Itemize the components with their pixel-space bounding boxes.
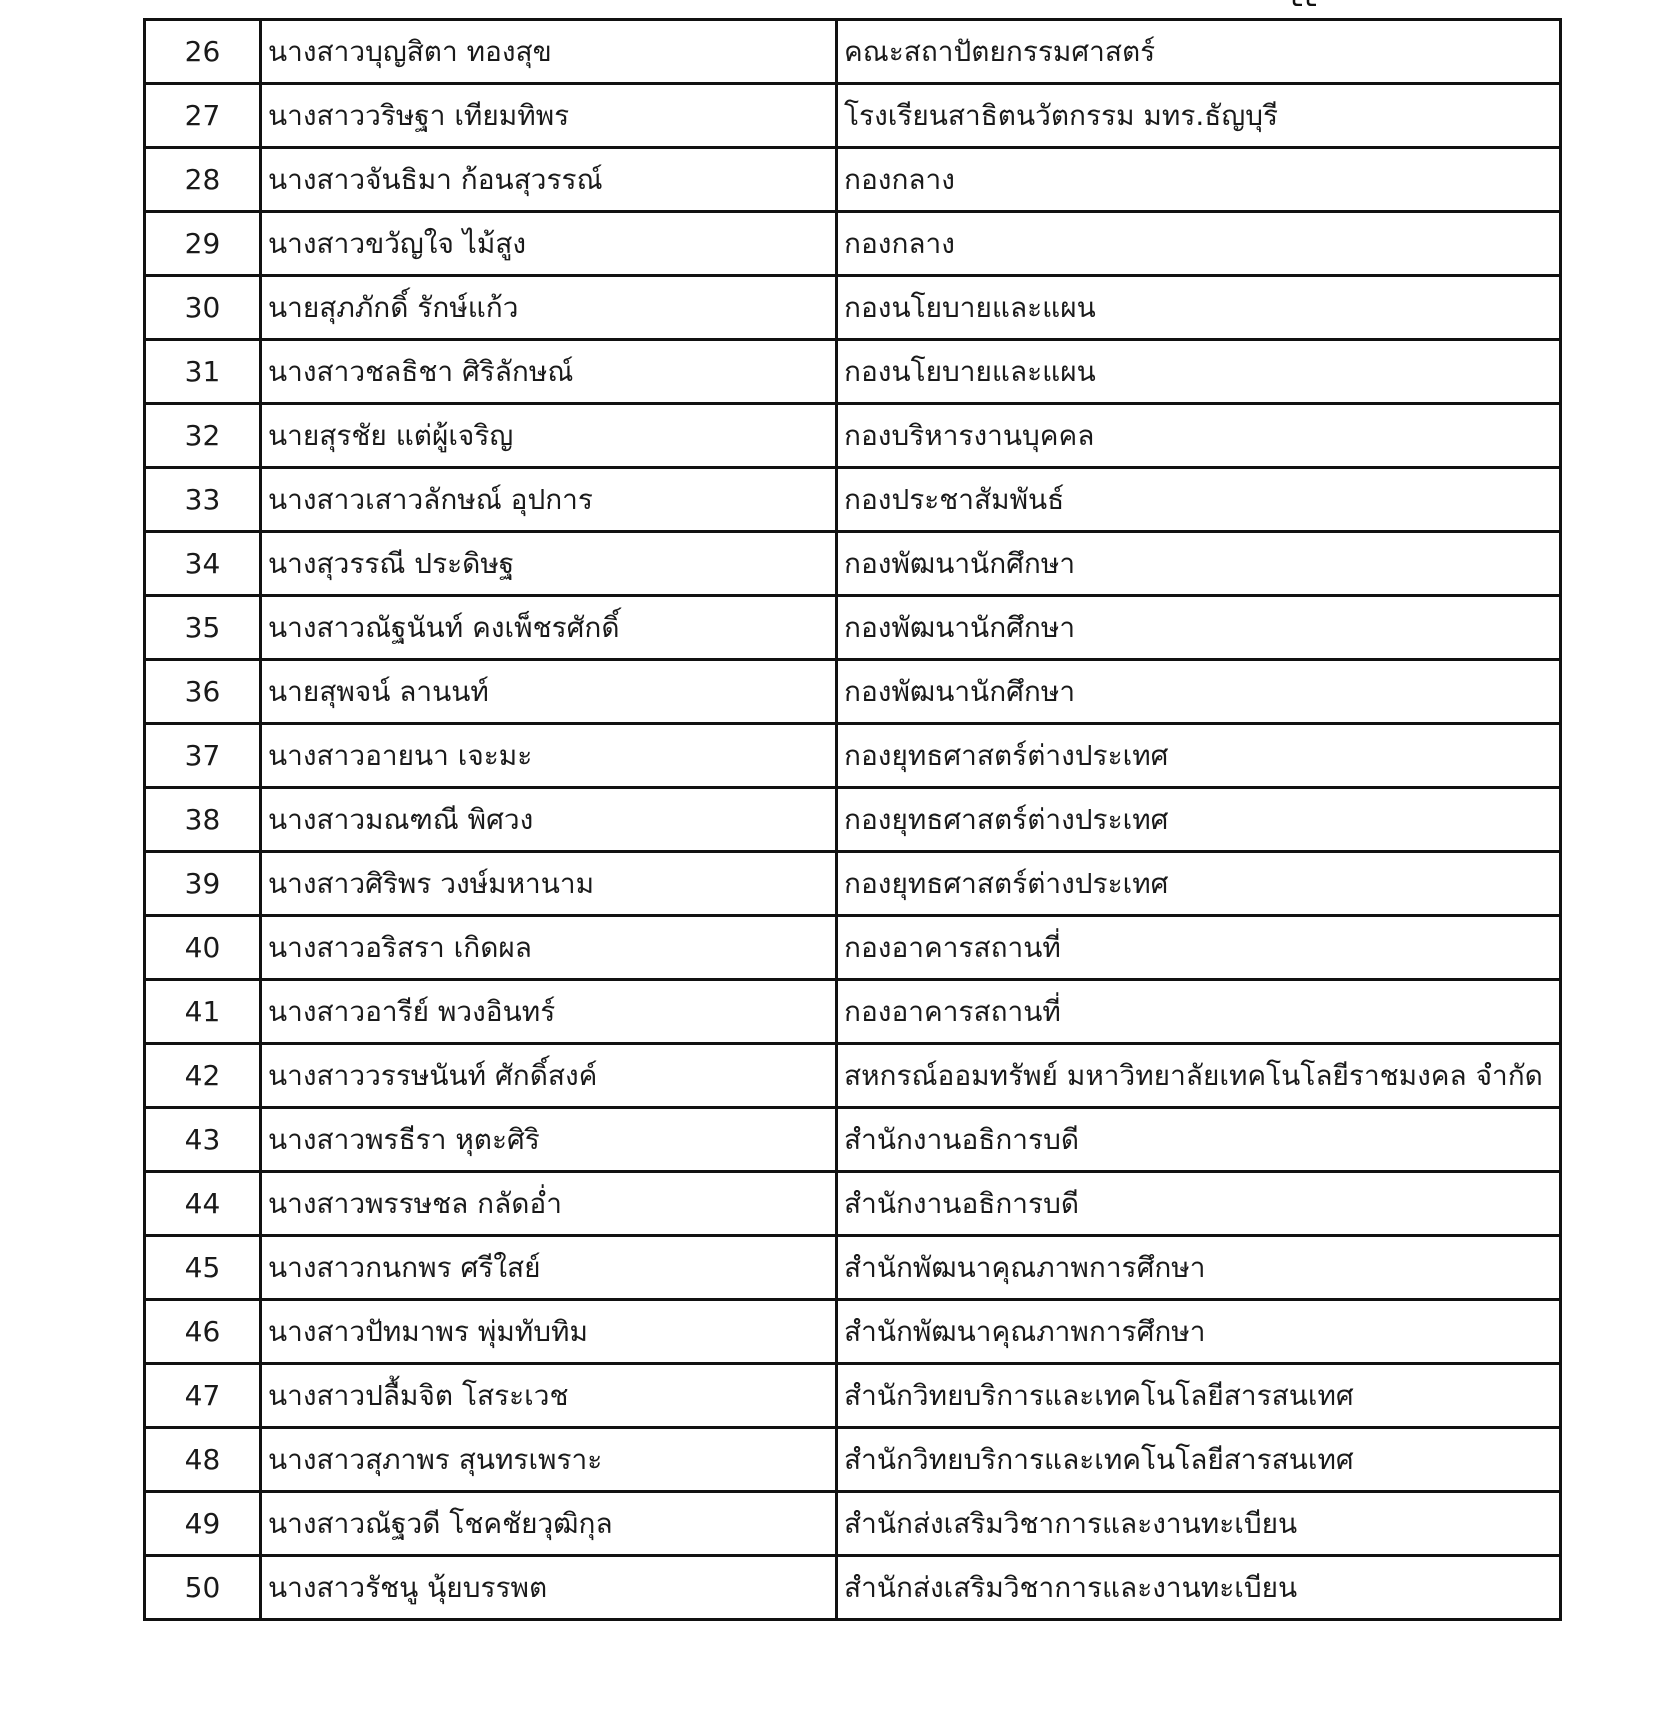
row-number: 44 — [145, 1172, 261, 1236]
department-name: โรงเรียนสาธิตนวัตกรรม มทร.ธัญบุรี — [837, 84, 1561, 148]
table-row — [145, 788, 1561, 852]
table-row — [145, 340, 1561, 404]
department-name: สำนักงานอธิการบดี — [837, 1172, 1561, 1236]
department-name: กองกลาง — [837, 212, 1561, 276]
table-row — [145, 1108, 1561, 1172]
department-name: สำนักส่งเสริมวิชาการและงานทะเบียน — [837, 1492, 1561, 1556]
department-name: กองพัฒนานักศึกษา — [837, 660, 1561, 724]
table-row — [145, 468, 1561, 532]
department-name: กองอาคารสถานที่ — [837, 980, 1561, 1044]
roster-table — [143, 18, 1562, 1621]
table-row — [145, 20, 1561, 84]
table-row — [145, 1556, 1561, 1620]
row-number: 26 — [145, 20, 261, 84]
department-name: กองนโยบายและแผน — [837, 276, 1561, 340]
department-name: กองนโยบายและแผน — [837, 340, 1561, 404]
person-name: นางสาวอริสรา เกิดผล — [261, 916, 837, 980]
department-name: สหกรณ์ออมทรัพย์ มหาวิทยาลัยเทคโนโลยีราชมงคล จำกัด — [837, 1044, 1561, 1108]
department-name: กองบริหารงานบุคคล — [837, 404, 1561, 468]
person-name: นางสาววริษฐา เทียมทิพร — [261, 84, 837, 148]
row-number: 39 — [145, 852, 261, 916]
table-row — [145, 1044, 1561, 1108]
row-number: 33 — [145, 468, 261, 532]
table-row — [145, 916, 1561, 980]
row-number: 31 — [145, 340, 261, 404]
department-name: กองประชาสัมพันธ์ — [837, 468, 1561, 532]
table-row — [145, 276, 1561, 340]
row-number: 36 — [145, 660, 261, 724]
table-row — [145, 980, 1561, 1044]
person-name: นางสาวขวัญใจ ไม้สูง — [261, 212, 837, 276]
table-row — [145, 1364, 1561, 1428]
person-name: นางสาวพรรษชล กลัดอ่ำ — [261, 1172, 837, 1236]
row-number: 37 — [145, 724, 261, 788]
row-number: 27 — [145, 84, 261, 148]
table-row — [145, 724, 1561, 788]
person-name: นางสาวบุญสิตา ทองสุข — [261, 20, 837, 84]
department-name: กองยุทธศาสตร์ต่างประเทศ — [837, 852, 1561, 916]
row-number: 35 — [145, 596, 261, 660]
table-row — [145, 1236, 1561, 1300]
department-name: สำนักงานอธิการบดี — [837, 1108, 1561, 1172]
row-number: 50 — [145, 1556, 261, 1620]
row-number: 38 — [145, 788, 261, 852]
person-name: นางสาวปัทมาพร พุ่มทับทิม — [261, 1300, 837, 1364]
row-number: 45 — [145, 1236, 261, 1300]
department-name: สำนักพัฒนาคุณภาพการศึกษา — [837, 1300, 1561, 1364]
roster-body — [145, 20, 1561, 1620]
table-row — [145, 1172, 1561, 1236]
person-name: นางสาวชลธิชา ศิริลักษณ์ — [261, 340, 837, 404]
department-name: กองพัฒนานักศึกษา — [837, 532, 1561, 596]
person-name: นางสาววรรษนันท์ ศักดิ์สงค์ — [261, 1044, 837, 1108]
table-row — [145, 404, 1561, 468]
table-row — [145, 532, 1561, 596]
department-name: สำนักวิทยบริการและเทคโนโลยีสารสนเทศ — [837, 1428, 1561, 1492]
department-name: สำนักพัฒนาคุณภาพการศึกษา — [837, 1236, 1561, 1300]
row-number: 42 — [145, 1044, 261, 1108]
table-row — [145, 596, 1561, 660]
row-number: 30 — [145, 276, 261, 340]
table-row — [145, 148, 1561, 212]
row-number: 40 — [145, 916, 261, 980]
row-number: 47 — [145, 1364, 261, 1428]
row-number: 41 — [145, 980, 261, 1044]
person-name: นางสาวพรธีรา หุตะศิริ — [261, 1108, 837, 1172]
department-name: กองกลาง — [837, 148, 1561, 212]
department-name: คณะสถาปัตยกรรมศาสตร์ — [837, 20, 1561, 84]
person-name: นางสาวอายนา เจะมะ — [261, 724, 837, 788]
table-row — [145, 1300, 1561, 1364]
row-number: 46 — [145, 1300, 261, 1364]
person-name: นางสาวรัชนู นุ้ยบรรพต — [261, 1556, 837, 1620]
department-name: กองอาคารสถานที่ — [837, 916, 1561, 980]
person-name: นางสาวเสาวลักษณ์ อุปการ — [261, 468, 837, 532]
table-row — [145, 84, 1561, 148]
person-name: นายสุรชัย แต่ผู้เจริญ — [261, 404, 837, 468]
person-name: นางสาวศิริพร วงษ์มหานาม — [261, 852, 837, 916]
person-name: นางสาวปลื้มจิต โสระเวช — [261, 1364, 837, 1428]
person-name: นางสาวสุภาพร สุนทรเพราะ — [261, 1428, 837, 1492]
table-row — [145, 852, 1561, 916]
person-name: นางสาวกนกพร ศรีใสย์ — [261, 1236, 837, 1300]
table-row — [145, 212, 1561, 276]
table-row — [145, 660, 1561, 724]
person-name: นางสาวณัฐวดี โชคชัยวุฒิกุล — [261, 1492, 837, 1556]
person-name: นางสาวมณฑณี พิศวง — [261, 788, 837, 852]
row-number: 49 — [145, 1492, 261, 1556]
row-number: 43 — [145, 1108, 261, 1172]
row-number: 28 — [145, 148, 261, 212]
top-text-fragment — [1290, 0, 1320, 6]
department-name: สำนักวิทยบริการและเทคโนโลยีสารสนเทศ — [837, 1364, 1561, 1428]
row-number: 29 — [145, 212, 261, 276]
person-name: นางสุวรรณี ประดิษฐ — [261, 532, 837, 596]
department-name: กองยุทธศาสตร์ต่างประเทศ — [837, 724, 1561, 788]
department-name: กองพัฒนานักศึกษา — [837, 596, 1561, 660]
table-row — [145, 1492, 1561, 1556]
department-name: สำนักส่งเสริมวิชาการและงานทะเบียน — [837, 1556, 1561, 1620]
table-row — [145, 1428, 1561, 1492]
row-number: 34 — [145, 532, 261, 596]
person-name: นายสุภภักดิ์ รักษ์แก้ว — [261, 276, 837, 340]
person-name: นางสาวอารีย์ พวงอินทร์ — [261, 980, 837, 1044]
person-name: นายสุพจน์ ลานนท์ — [261, 660, 837, 724]
department-name: กองยุทธศาสตร์ต่างประเทศ — [837, 788, 1561, 852]
row-number: 32 — [145, 404, 261, 468]
person-name: นางสาวณัฐนันท์ คงเพ็ชรศักดิ์ — [261, 596, 837, 660]
row-number: 48 — [145, 1428, 261, 1492]
person-name: นางสาวจันธิมา ก้อนสุวรรณ์ — [261, 148, 837, 212]
